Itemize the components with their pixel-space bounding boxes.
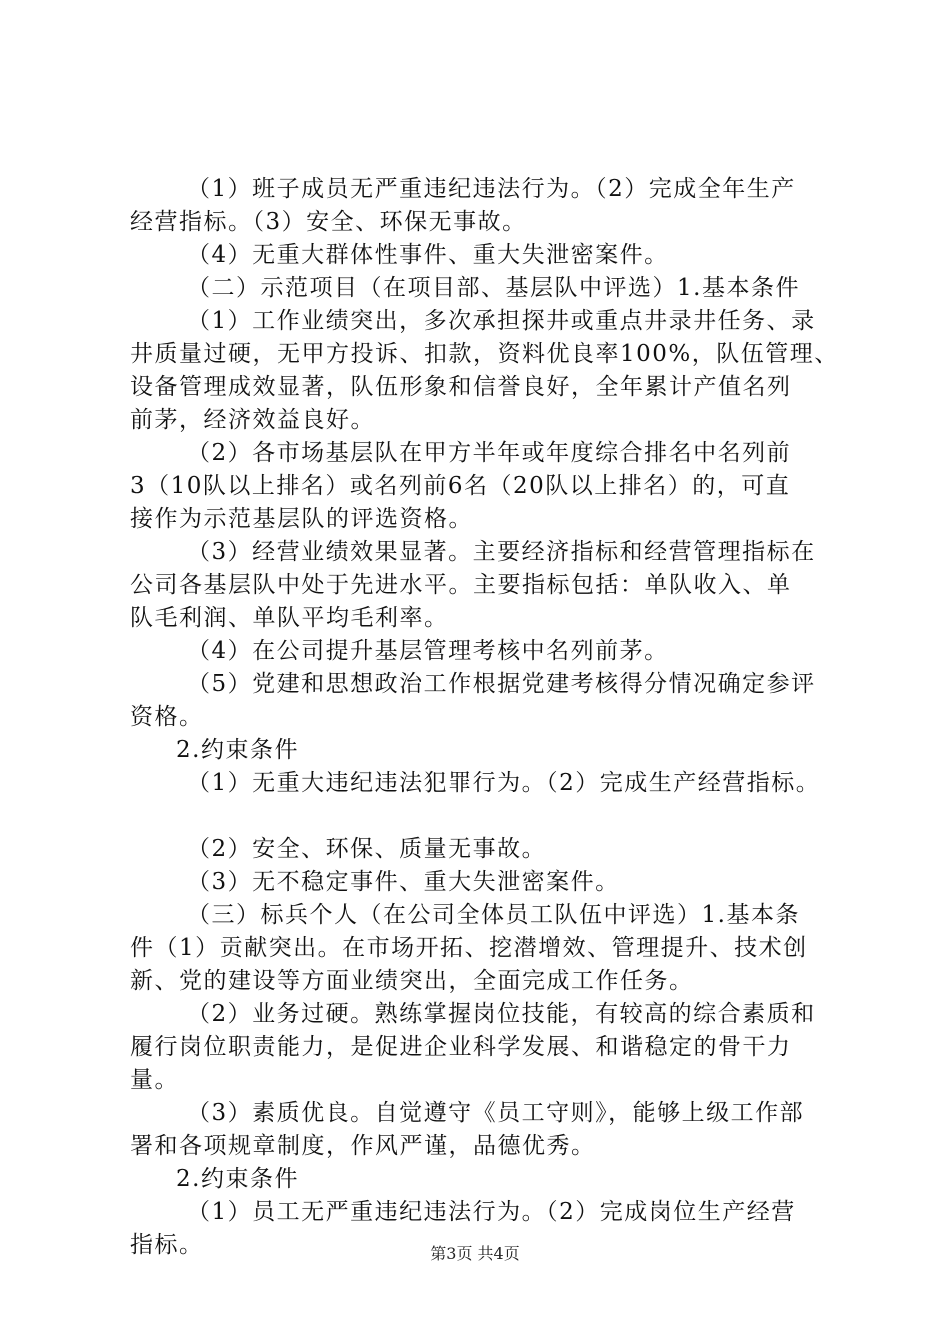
paragraph-line: 井质量过硬，无甲方投诉、扣款，资料优良率100%，队伍管理、 — [130, 341, 839, 367]
paragraph-line: （3）无不稳定事件、重大失泄密案件。 — [187, 869, 620, 895]
paragraph-line: 量。 — [130, 1067, 179, 1093]
paragraph-line: 前茅，经济效益良好。 — [130, 407, 375, 433]
subsection-heading-line: 2.约束条件 — [176, 1166, 299, 1192]
paragraph-line: 件（1）贡献突出。在市场开拓、挖潜增效、管理提升、技术创 — [130, 935, 808, 961]
blank-line — [130, 800, 830, 833]
paragraph-line: （1）班子成员无严重违纪违法行为。（2）完成全年生产 — [187, 176, 796, 202]
paragraph-line: 接作为示范基层队的评选资格。 — [130, 506, 473, 532]
page-number-footer: 第3页 共4页 — [430, 1244, 520, 1263]
paragraph-line: （1）工作业绩突出，多次承担探井或重点井录井任务、录 — [187, 308, 816, 334]
paragraph-line: 经营指标。（3）安全、环保无事故。 — [130, 209, 527, 235]
paragraph-line: （5）党建和思想政治工作根据党建考核得分情况确定参评 — [187, 671, 816, 697]
paragraph-line: 署和各项规章制度，作风严谨，品德优秀。 — [130, 1133, 596, 1159]
paragraph-line: 设备管理成效显著，队伍形象和信誉良好，全年累计产值名列 — [130, 374, 792, 400]
paragraph-line: （1）无重大违纪违法犯罪行为。（2）完成生产经营指标。 — [187, 770, 821, 796]
document-body — [130, 173, 839, 1262]
paragraph-line: 履行岗位职责能力，是促进企业科学发展、和谐稳定的骨干力 — [130, 1034, 792, 1060]
paragraph-line: （2）业务过硬。熟练掌握岗位技能，有较高的综合素质和 — [187, 1001, 816, 1027]
section-heading-line: （二）示范项目（在项目部、基层队中评选）1.基本条件 — [187, 275, 800, 301]
section-heading-line: （三）标兵个人（在公司全体员工队伍中评选）1.基本条 — [187, 902, 800, 928]
paragraph-line: 新、党的建设等方面业绩突出，全面完成工作任务。 — [130, 968, 694, 994]
paragraph-line: 公司各基层队中处于先进水平。主要指标包括：单队收入、单 — [130, 572, 792, 598]
paragraph-line: （2）各市场基层队在甲方半年或年度综合排名中名列前 — [187, 440, 792, 466]
paragraph-line: （4）在公司提升基层管理考核中名列前茅。 — [187, 638, 669, 664]
paragraph-line: （3）经营业绩效果显著。主要经济指标和经营管理指标在 — [187, 539, 816, 565]
subsection-heading-line: 2.约束条件 — [176, 737, 299, 763]
paragraph-line: （2）安全、环保、质量无事故。 — [187, 836, 547, 862]
paragraph-line: （3）素质优良。自觉遵守《员工守则》，能够上级工作部 — [187, 1100, 805, 1126]
paragraph-line: 3（10队以上排名）或名列前6名（20队以上排名）的，可直 — [130, 473, 791, 499]
paragraph-line: （1）员工无严重违纪违法行为。（2）完成岗位生产经营 — [187, 1199, 796, 1225]
paragraph-line: 资格。 — [130, 704, 204, 730]
paragraph-line: （4）无重大群体性事件、重大失泄密案件。 — [187, 242, 669, 268]
paragraph-line: 指标。 — [130, 1232, 204, 1258]
paragraph-line: 队毛利润、单队平均毛利率。 — [130, 605, 449, 631]
